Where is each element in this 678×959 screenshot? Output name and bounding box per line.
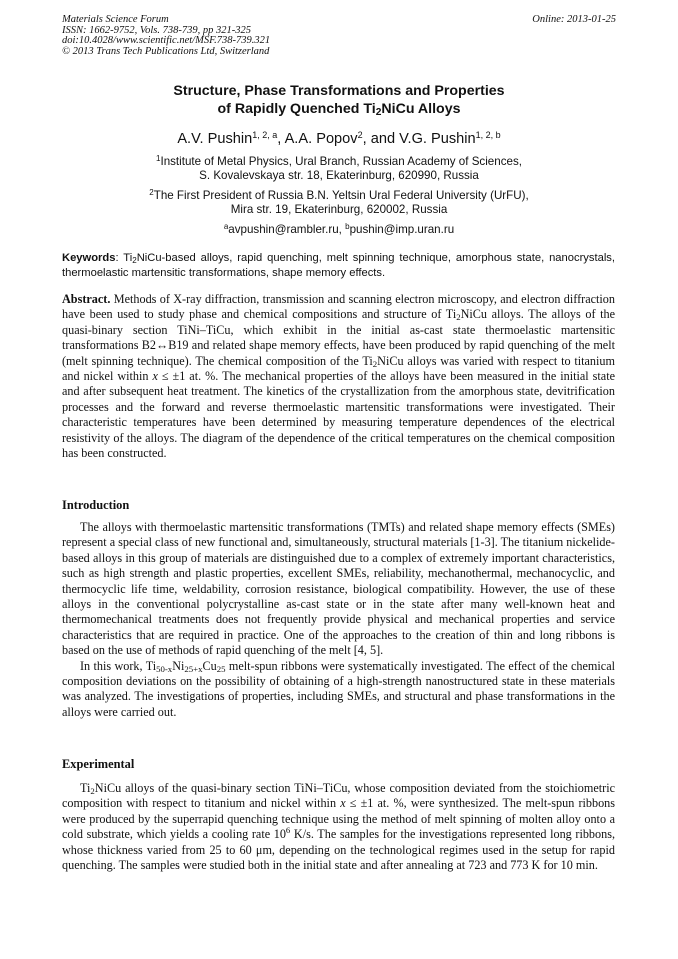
keywords-block	[62, 251, 615, 280]
affiliation-2	[62, 189, 616, 217]
intro-subscript: 25+x	[184, 663, 203, 674]
abstract-block	[62, 292, 615, 461]
exp-text: K/s. The samples for the investigations represented long ribbons, whose thickness varied from 25 to 60 μm, depending on the technological regimes used in the setup for rapid quenching. The samples were studied both in the initial state and after annealing at 723 and 773 K for 10 min.	[62, 827, 615, 873]
affiliation-mark: 2	[149, 188, 154, 197]
exp-text: Ti	[80, 781, 91, 795]
intro-text: In this work, Ti	[80, 658, 157, 673]
exp-subscript: 2	[90, 786, 95, 796]
affiliation-1	[62, 155, 616, 183]
keywords-text: NiCu-based alloys, rapid quenching, melt spinning technique, amorphous state, nanocrystals, thermoelastic martensitic transformations, shape memory effects.	[62, 252, 616, 279]
experimental-paragraph	[62, 781, 615, 873]
email-separator: ,	[338, 223, 346, 236]
author-name: A.A. Popov	[284, 131, 358, 147]
keywords-label: Keywords	[62, 252, 116, 264]
title-text: NiCu Alloys	[381, 101, 461, 117]
intro-text: Cu	[202, 658, 217, 673]
intro-text: Ni	[172, 658, 185, 673]
journal-header	[62, 15, 616, 57]
abstract-subscript: 2	[372, 358, 378, 369]
intro-subscript: 50-x	[156, 663, 173, 674]
author-affiliation-mark: 2	[357, 130, 363, 140]
affiliation-address: Mira str. 19, Ekaterinburg, 620002, Russia	[230, 203, 448, 216]
author-separator: ,	[277, 131, 285, 147]
section-heading-introduction: Introduction	[62, 498, 130, 512]
author-emails	[62, 223, 616, 237]
exp-superscript: 6	[285, 825, 291, 836]
section-heading-experimental: Experimental	[62, 757, 135, 771]
title-line-2	[62, 100, 616, 118]
copyright-line: © 2013 Trans Tech Publications Ltd, Switzerland	[62, 45, 270, 57]
email-link-a[interactable]: avpushin@rambler.ru	[228, 223, 339, 236]
doi-line[interactable]: doi:10.4028/www.scientific.net/MSF.738-739.321	[62, 35, 271, 47]
author-affiliation-mark: 1, 2, a	[252, 130, 278, 140]
intro-text: melt-spun ribbons were systematically investigated. The effect of the chemical composition deviations on the possibility of obtaining of a high-strength nanostructured state in these materials was analyzed. The investigations of properties, including SMEs, and structural and phase transformations in the alloys were carried out.	[62, 658, 615, 719]
abstract-variable: x	[152, 369, 158, 384]
abstract-paragraph	[62, 292, 615, 461]
title-text: of Rapidly Quenched Ti	[217, 101, 376, 117]
author-list	[62, 130, 616, 148]
author-name: V.G. Pushin	[399, 131, 476, 147]
author-name: A.V. Pushin	[177, 131, 253, 147]
online-date: Online: 2013-01-25	[532, 14, 616, 25]
abstract-text: NiCu alloys was varied with respect to titanium and nickel within	[62, 353, 615, 384]
email-mark: b	[345, 222, 350, 231]
keywords-text: Ti	[123, 252, 133, 264]
abstract-text: ≤ ±1 at. %. The mechanical properties of the alloys have been measured in the initial state and after subsequent heat treatment. The kinetics of the crystallization from the amorphous state, devitrification processes and the forward and reverse thermoelastic martensitic transformations were investigated. Their characteristic temperatures have been determined by measuring temperature dependences of the electrical resistivity of the alloys. The diagram of the dependence of the critical temperatures on the chemical composition has been constructed.	[62, 369, 615, 461]
affiliation-line	[62, 189, 616, 203]
exp-text: NiCu alloys of the quasi-binary section TiNi–TiCu, whose composition deviated from the stoichiometric composition with respect to titanium and nickel within	[62, 781, 615, 811]
author-affiliation-mark: 1, 2, b	[475, 130, 501, 140]
abstract-label: Abstract.	[62, 292, 111, 306]
exp-text: ≤ ±1 at. %, were synthesized. The melt-spun ribbons were produced by the superrapid quenching technique using the method of melt spinning of molten alloy onto a cold substrate, which yields a cooling rate 10	[62, 796, 616, 842]
exp-variable: x	[340, 796, 346, 811]
author-separator: , and	[362, 131, 400, 147]
issn-line: ISSN: 1662-9752, Vols. 738-739, pp 321-325	[62, 24, 251, 36]
journal-name: Materials Science Forum	[62, 14, 169, 25]
email-mark: a	[223, 222, 229, 231]
paper-title	[62, 82, 616, 118]
abstract-subscript: 2	[456, 312, 461, 323]
affiliation-mark: 1	[156, 154, 161, 163]
keywords-colon: :	[115, 252, 124, 264]
introduction-paragraph-1: The alloys with thermoelastic martensitic transformations (TMTs) and related shape memory effects (SMEs) represent a special class of new functional and, simultaneously, structural materials [1-3]. The titanium nickelide-based alloys in this group of materials are distinguished due to a complex of extremely important characteristics, such as high strength and plastic properties, excellent SMEs, reliability, mechanothermal, mechanocyclic, and thermocyclic life time, weldability, corrosion resistance, biological compatibility. However, the use of these alloys in the conventional polycrystalline as-cast state or in the state after many well-known heat and thermomechanical treatments does not frequently provide physical and mechanical properties and service characteristics that are required in practice. One of the approaches to the creation of thin and long ribbons is based on the use of methods of rapid quenching of the melt [4, 5].	[62, 520, 615, 658]
experimental-body	[62, 781, 615, 873]
title-subscript: 2	[375, 107, 382, 118]
affiliation-text: Institute of Metal Physics, Ural Branch, Russian Academy of Sciences,	[160, 155, 522, 168]
introduction-body	[62, 520, 615, 720]
intro-subscript: 25	[216, 663, 226, 674]
title-line-1: Structure, Phase Transformations and Properties	[173, 83, 505, 99]
abstract-text: Methods of X-ray diffraction, transmission and scanning electron microscopy, and electron diffraction have been used to study phase and chemical compositions and structure of Ti	[62, 292, 615, 322]
affiliation-line	[62, 155, 616, 169]
keywords-subscript: 2	[132, 256, 137, 265]
affiliation-address: S. Kovalevskaya str. 18, Ekaterinburg, 620990, Russia	[199, 169, 479, 182]
introduction-paragraph-2	[62, 659, 615, 721]
affiliation-text: The First President of Russia B.N. Yeltsin Ural Federal University (UrFU),	[153, 189, 529, 202]
abstract-text: NiCu alloys. The alloys of the quasi-binary section TiNi–TiCu, which exhibit in the initial as-cast state thermoelastic martensitic transformations B2↔B19 and related shape memory effects, have been produced by rapid quenching of the melt (melt spinning technique). The chemical composition of the Ti	[62, 307, 615, 368]
email-link-b[interactable]: pushin@imp.uran.ru	[349, 223, 455, 236]
